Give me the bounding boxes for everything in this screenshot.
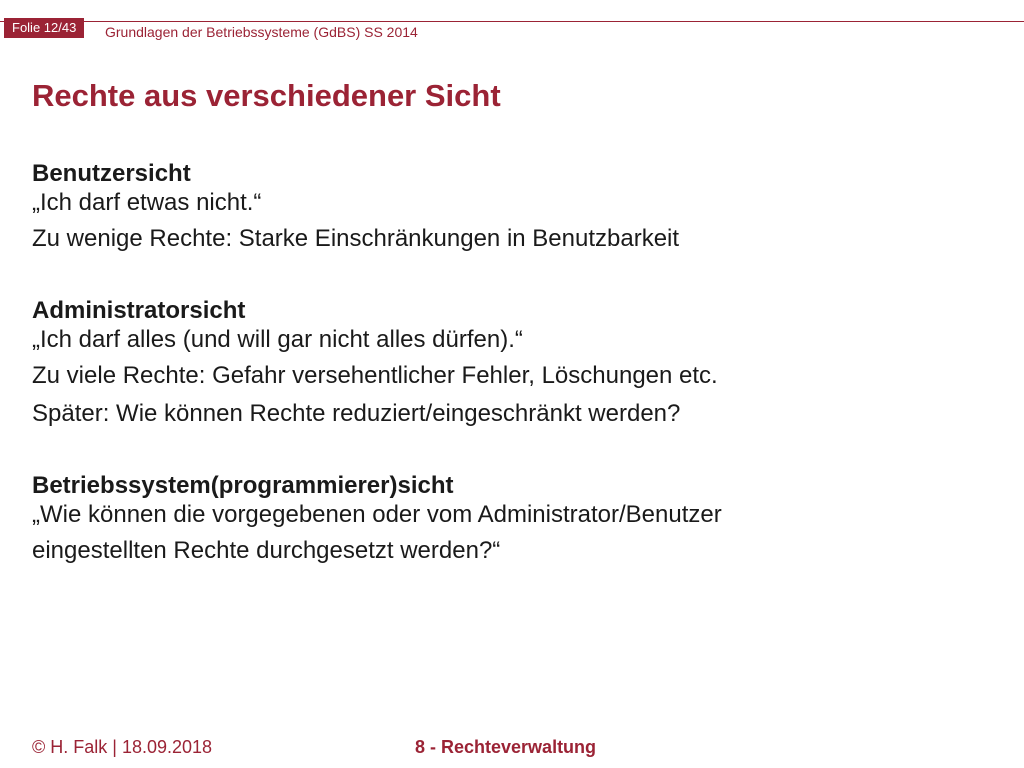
section-betriebssystemsicht [32,470,992,570]
section-benutzersicht [32,158,992,258]
section-heading: Betriebssystem(programmierer)sicht [32,472,454,499]
slide-counter-badge: Folie 12/43 [4,18,84,38]
slide-content [32,158,992,607]
quote-line: „Wie können die vorgegebenen oder vom Administrator/Benutzer [32,501,722,528]
quote-line: „Ich darf etwas nicht.“ [32,189,262,216]
section-administratorsicht [32,295,992,433]
body-line: Zu wenige Rechte: Starke Einschränkungen in Benutzbarkeit [32,225,680,252]
section-heading: Administratorsicht [32,297,246,324]
body-line: eingestellten Rechte durchgesetzt werden?“ [32,537,501,564]
body-line: Zu viele Rechte: Gefahr versehentlicher Fehler, Löschungen etc. [32,362,718,389]
quote-line: „Ich darf alles (und will gar nicht alles dürfen).“ [32,326,523,353]
slide-title: Rechte aus verschiedener Sicht [32,78,501,113]
section-heading: Benutzersicht [32,160,191,187]
course-title: Grundlagen der Betriebssysteme (GdBS) SS 2014 [105,24,418,40]
footer-author-date: © H. Falk | 18.09.2018 [32,737,213,757]
body-line: Später: Wie können Rechte reduziert/eingeschränkt werden? [32,400,681,427]
footer-chapter: 8 - Rechteverwaltung [415,737,597,757]
